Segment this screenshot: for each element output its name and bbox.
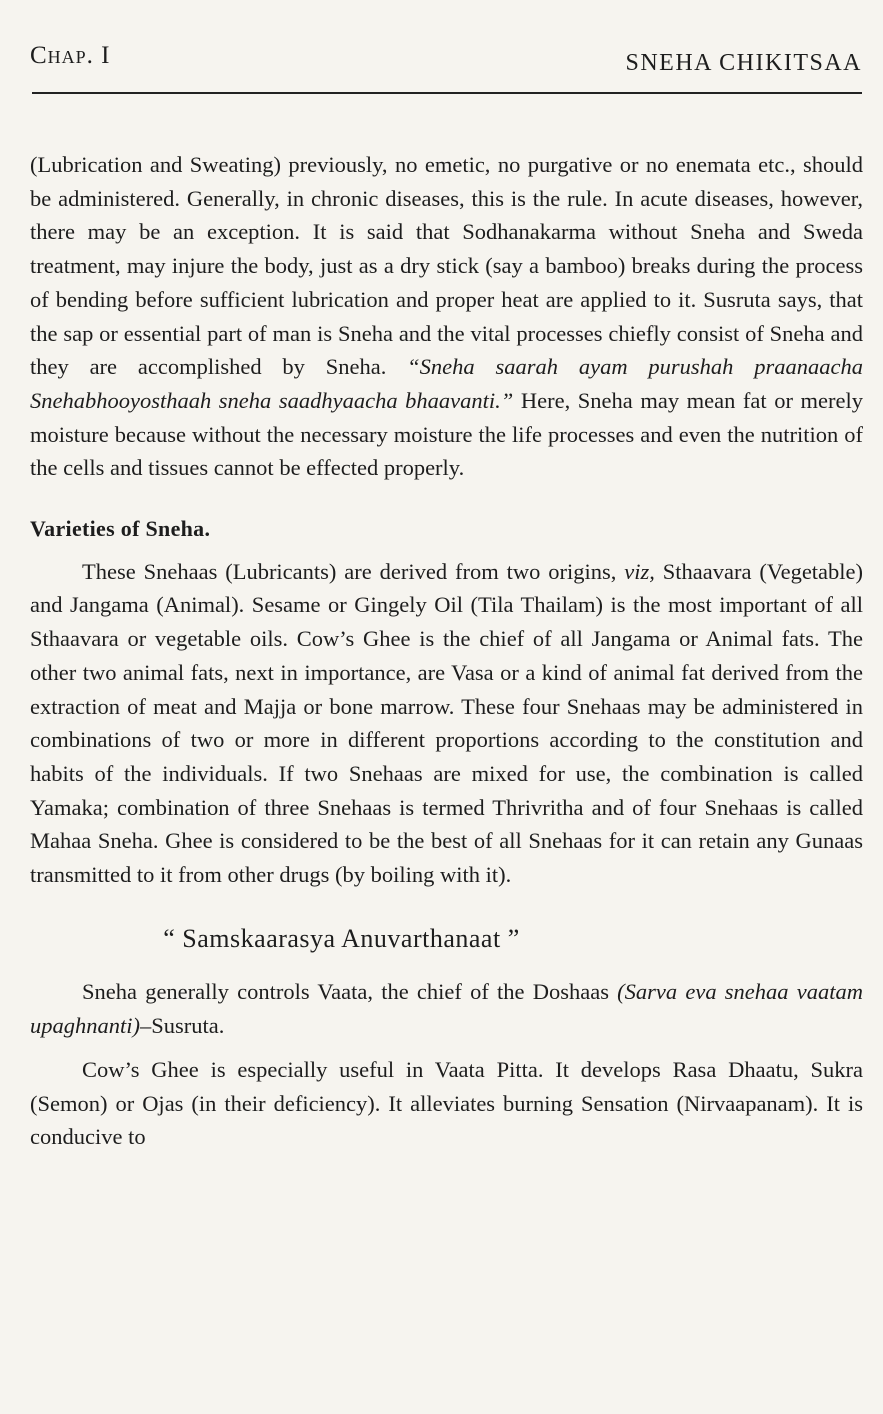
paragraph-sneha-rule (30, 148, 863, 485)
header-rule (32, 92, 862, 94)
chapter-label: Chap. I (30, 42, 111, 69)
paragraph-text: These Snehaas (Lubricants) are derived from two origins, (82, 558, 617, 584)
section-heading-varieties: Varieties of Sneha. (30, 516, 211, 542)
sanskrit-quote: “Sneha saarah ayam purushah praanaacha Snehabhooyosthaah sneha saadhyaacha bhaavanti.” (30, 354, 863, 413)
paragraph-text: Sneha generally controls Vaata, the chief of the Doshaas (82, 979, 609, 1005)
running-header (30, 42, 862, 82)
paragraph-text: (Lubrication and Sweating) previously, no emetic, no purgative or no enemata etc., should be administered. Generally, in chronic diseases, this is the rule. In acute diseases, however, there may be an exception. It is said that Sodhanakarma without Sneha and Sweda treatment, may injure the body, just as a dry stick (say a bamboo) breaks during the process of bending before sufficient lubrication and proper heat are applied to it. Susruta says, that the sap or essential part of man is Sneha and the vital processes chiefly consist of Sneha and they are accomplished by Sneha. (30, 152, 863, 380)
viz-word: viz, (624, 558, 655, 584)
citation: –Susruta. (140, 1013, 225, 1039)
section-heading-samskaara: “ Samskaarasya Anuvarthanaat ” (163, 923, 520, 953)
paragraph-cows-ghee (30, 1053, 863, 1154)
paragraph-varieties (30, 555, 863, 892)
paragraph-vaata-control (30, 975, 863, 1042)
paragraph-text: Here, Sneha may mean fat or merely moisture because without the necessary moisture the life processes and even the nutrition of the cells and tissues cannot be effected properly. (30, 387, 864, 481)
sanskrit-quote: (Sarva eva snehaa vaatam upaghnanti) (30, 979, 863, 1039)
page-body (30, 148, 863, 1154)
running-title: SNEHA CHIKITSAA (625, 50, 862, 76)
paragraph-text: Sthaavara (Vegetable) and Jangama (Animal). Sesame or Gingely Oil (Tila Thailam) is the most important of all Sthaavara or vegetable oils. Cow’s Ghee is the chief of all Jangama or Animal fats. The other two animal fats, next in importance, are Vasa or a kind of animal fat derived from the extraction of meat and Majja or bone marrow. These four Snehaas may be administered in combinations of two or more in different proportions according to the constitution and habits of the individuals. If two Snehaas are mixed for use, the combination is called Yamaka; combination of three Snehaas is termed Thrivritha and of four Snehaas is called Mahaa Sneha. Ghee is considered to be the best of all Snehaas for it can retain any Gunaas transmitted to it from other drugs (by boiling with it). (30, 558, 864, 888)
paragraph-text: Cow’s Ghee is especially useful in Vaata Pitta. It develops Rasa Dhaatu, Sukra (Semon) or Ojas (in their deficiency). It alleviates burning Sensation (Nirvaapanam). It is conducive to (30, 1056, 863, 1150)
